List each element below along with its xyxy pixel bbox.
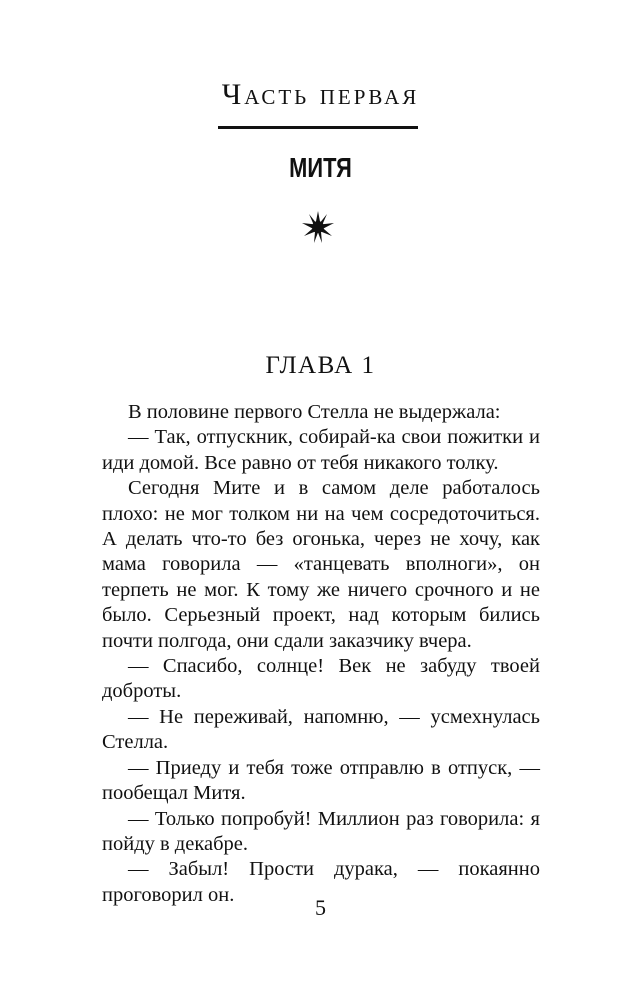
page-number: 5 — [315, 895, 326, 920]
part-title: Часть первая — [221, 78, 420, 111]
paragraph: В половине первого Стелла не выдержала: — [128, 401, 501, 423]
paragraph: — Только попробуй! Миллион раз говорила: я пойду в декабре. — [102, 807, 540, 855]
paragraph: — Приеду и тебя тоже отправлю в отпуск, — пообещал Митя. — [102, 756, 540, 805]
paragraph: — Так, отпускник, собирай-ка свои пожитки и иди домой. Все равно от тебя никакого толку. — [102, 426, 540, 474]
title-divider — [218, 126, 418, 129]
paragraph: — Спасибо, солнце! Век не забуду твоей доброты. — [102, 655, 540, 703]
star-ornament-icon — [301, 210, 335, 244]
chapter-body — [102, 400, 540, 908]
paragraph: Сегодня Мите и в самом деле работалось плохо: не мог толком ни на чем сосредоточиться. А делать что-то без огонька, через не хочу, как мама говорила — «танцевать вполноги», он терпеть не мог. К тому же ничего срочного и не было. Серьезный проект, над которым бились почти полгода, они сдали заказчику вчера. — [102, 477, 540, 652]
paragraph: — Забыл! Прости дурака, — покаянно проговорил он. — [102, 858, 540, 906]
paragraph: — Не переживай, напомню, — усмехнулась Стелла. — [102, 705, 540, 754]
chapter-title: ГЛАВА 1 — [265, 352, 376, 379]
section-title: МИТЯ — [289, 152, 352, 183]
